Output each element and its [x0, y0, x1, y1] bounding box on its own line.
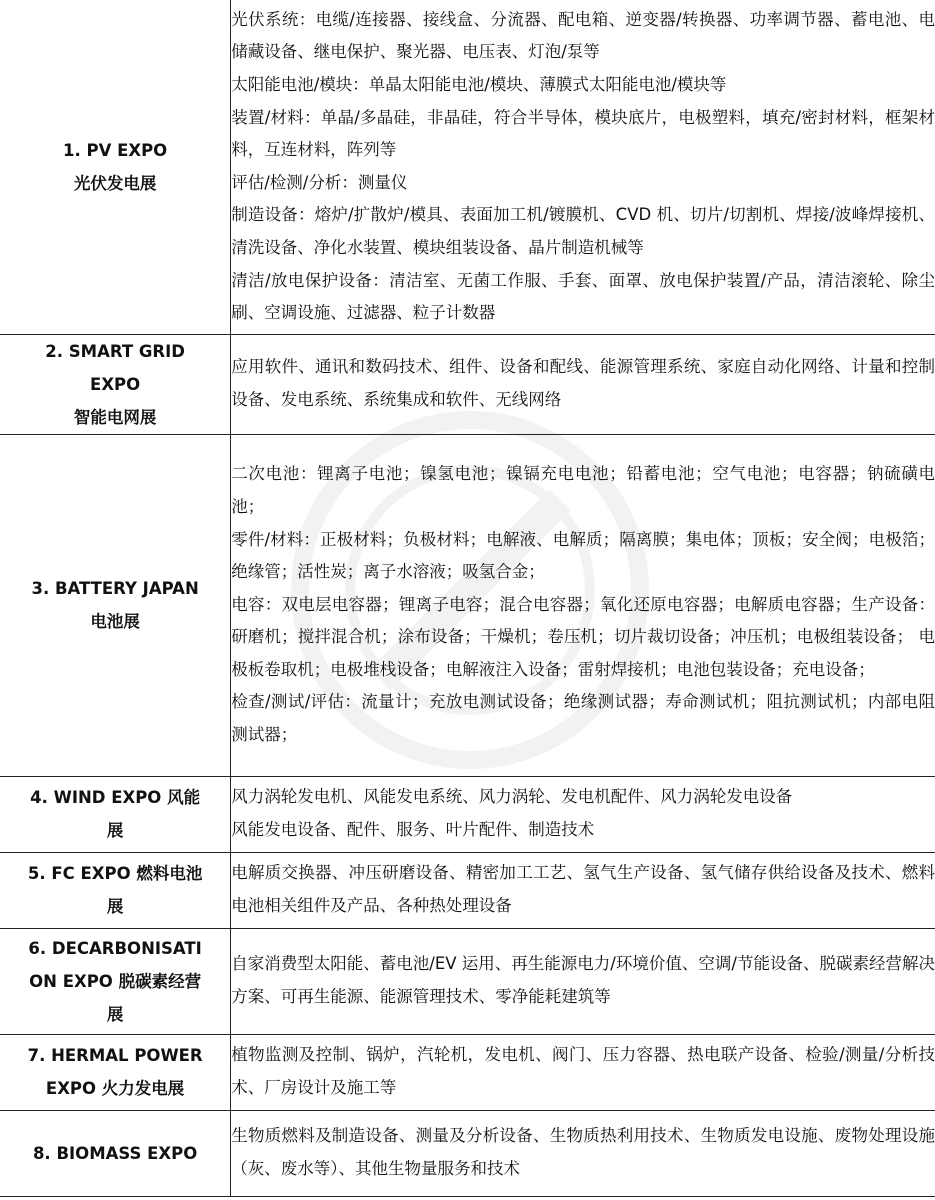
expo-description-cell [231, 1110, 935, 1196]
description-line: 装置/材料：单晶/多晶硅，非晶硅，符合半导体，模块底片，电极塑料，填充/密封材料，框架材料，互连材料，阵列等 [231, 107, 935, 160]
description-line: 光伏系统：电缆/连接器、接线盒、分流器、配电箱、逆变器/转换器、功率调节器、蓄电池、电储藏设备、继电保护、聚光器、电压表、灯泡/泵等 [231, 9, 935, 62]
expo-name-cell [0, 1034, 231, 1110]
expo-name-line: 6. DECARBONISATI [28, 938, 202, 958]
expo-name-line: ON EXPO 脱碳素经营 [29, 971, 202, 991]
expo-description-cell [231, 776, 935, 852]
description-line: 零件/材料：正极材料；负极材料；电解液、电解质；隔离膜；集电体；顶板；安全阀；电极箔；绝缘管；活性炭；离子水溶液；吸氢合金； [231, 529, 935, 582]
expo-name-cell [0, 334, 231, 434]
expo-name-line: 1. PV EXPO [63, 140, 168, 160]
expo-name-line: 展 [106, 897, 124, 916]
description-line: 应用软件、通讯和数码技术、组件、设备和配线、能源管理系统、家庭自动化网络、计量和控制设备、发电系统、系统集成和软件、无线网络 [231, 357, 935, 409]
expo-name-line: 光伏发电展 [73, 173, 157, 193]
expo-name-line: 7. HERMAL POWER [27, 1046, 203, 1065]
table-row [0, 0, 935, 334]
description-line: 清洁/放电保护设备：清洁室、无菌工作服、手套、面罩、放电保护装置/产品，清洁滚轮、除尘刷、空调设施、过滤器、粒子计数器 [231, 270, 935, 323]
expo-name-cell [0, 852, 231, 928]
expo-name-line: 8. BIOMASS EXPO [32, 1143, 198, 1163]
description-line: 二次电池：锂离子电池；镍氢电池；镍镉充电电池；铅蓄电池；空气电池；电容器；钠硫磺电池； [231, 464, 935, 516]
expo-name-line: 4. WIND EXPO 风能 [30, 788, 201, 807]
expo-description-cell [231, 434, 935, 776]
expo-name-line: EXPO 火力发电展 [45, 1079, 185, 1098]
expo-description-cell [231, 0, 935, 334]
expo-name-line: 智能电网展 [73, 407, 157, 427]
expo-description-cell [231, 1034, 935, 1110]
description-line: 风能发电设备、配件、服务、叶片配件、制造技术 [231, 820, 595, 839]
expo-name-cell [0, 928, 231, 1034]
expo-name-line: 5. FC EXPO 燃料电池 [27, 864, 203, 883]
description-line: 电容：双电层电容器；锂离子电容；混合电容器；氧化还原电容器；电解质电容器；生产设备：研磨机；搅拌混合机；涂布设备；干燥机；卷压机；切片裁切设备；冲压机；电极组装设备； 电极板卷取机；电极堆栈设备；电解液注入设备；雷射焊接机；电池包装设备；充电设备； [231, 594, 935, 679]
table-row [0, 776, 935, 852]
expo-name-line: 展 [106, 1004, 124, 1024]
table-row [0, 852, 935, 928]
description-line: 制造设备：熔炉/扩散炉/模具、表面加工机/镀膜机、CVD 机、切片/切割机、焊接/波峰焊接机、清洗设备、净化水装置、模块组装设备、晶片制造机械等 [231, 205, 935, 257]
expo-description-cell [231, 852, 935, 928]
expo-description-cell [231, 928, 935, 1034]
description-line: 太阳能电池/模块：单晶太阳能电池/模块、薄膜式太阳能电池/模块等 [231, 74, 727, 94]
table-row [0, 928, 935, 1034]
description-line: 风力涡轮发电机、风能发电系统、风力涡轮、发电机配件、风力涡轮发电设备 [231, 787, 793, 807]
description-line: 评估/检测/分析：测量仪 [231, 172, 408, 192]
expo-name-cell [0, 776, 231, 852]
expo-name-line: 3. BATTERY JAPAN [31, 579, 199, 598]
description-line: 检查/测试/评估：流量计；充放电测试设备；绝缘测试器；寿命测试机；阻抗测试机；内部电阻测试器； [231, 692, 935, 745]
expo-name-cell [0, 0, 231, 334]
description-line: 电解质交换器、冲压研磨设备、精密加工工艺、氢气生产设备、氢气储存供给设备及技术、燃料电池相关组件及产品、各种热处理设备 [231, 863, 935, 915]
table-row [0, 1034, 935, 1110]
expo-name-line: 电池展 [90, 612, 140, 631]
table-row [0, 1110, 935, 1196]
description-line: 生物质燃料及制造设备、测量及分析设备、生物质热利用技术、生物质发电设施、废物处理设施（灰、废水等）、其他生物量服务和技术 [231, 1126, 935, 1178]
expo-name-line: EXPO [90, 374, 141, 394]
expo-name-line: 2. SMART GRID [45, 341, 185, 361]
description-line: 自家消费型太阳能、蓄电池/EV 运用、再生能源电力/环境价值、空调/节能设备、脱碳素经营解决方案、可再生能源、能源管理技术、零净能耗建筑等 [231, 954, 935, 1006]
expo-description-cell [231, 334, 935, 434]
table-row [0, 334, 935, 434]
expo-name-cell [0, 434, 231, 776]
description-line: 植物监测及控制、锅炉，汽轮机，发电机、阀门、压力容器、热电联产设备、检验/测量/分析技术、厂房设计及施工等 [231, 1045, 935, 1097]
expo-name-cell [0, 1110, 231, 1196]
table-row [0, 434, 935, 776]
expo-name-line: 展 [106, 821, 124, 840]
